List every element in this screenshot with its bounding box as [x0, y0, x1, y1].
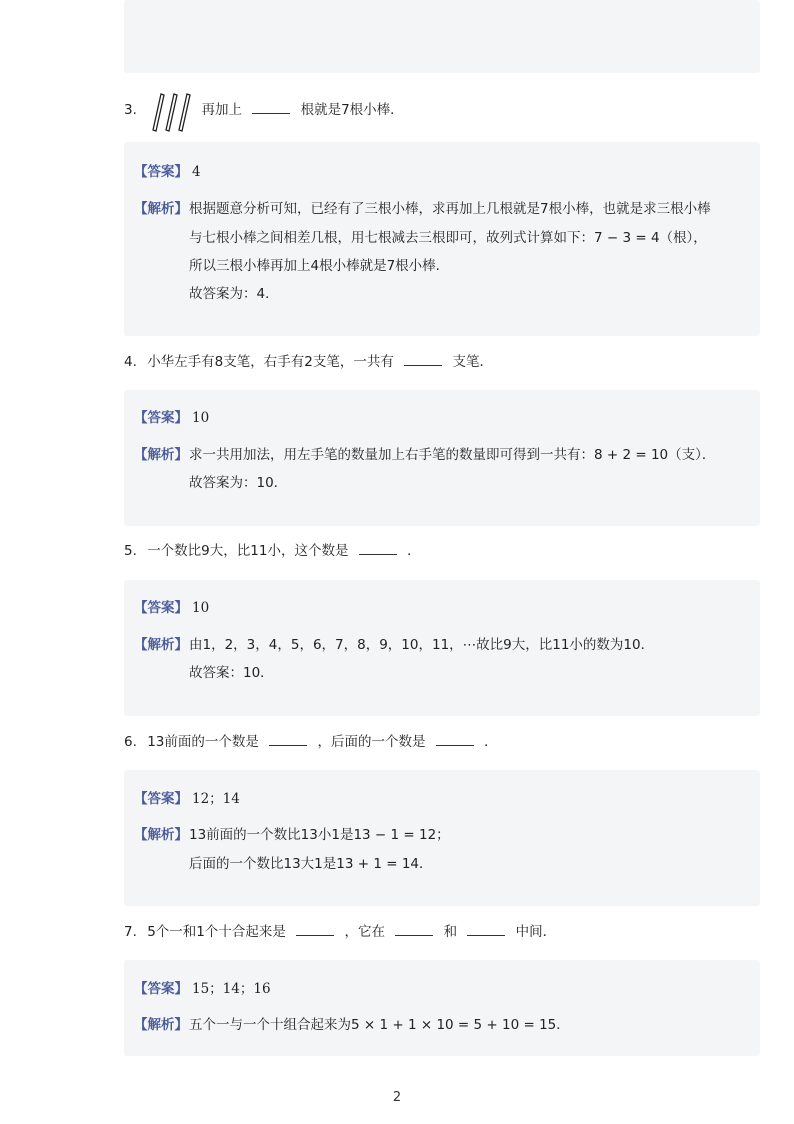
answer-row-5 — [134, 599, 209, 617]
question-number: 5. — [124, 543, 137, 559]
question-3 — [124, 92, 404, 136]
answer-tag: 【答案】 — [134, 791, 188, 807]
answer-tag: 【答案】 — [134, 981, 188, 997]
previous-answer-box-tail — [124, 0, 760, 73]
question-text-before: 一个数比9大，比11小，这个数是 — [147, 543, 349, 559]
answer-row-6 — [134, 790, 240, 808]
answer-value: 10 — [192, 410, 210, 426]
analysis-line: 故答案为：4． — [189, 286, 279, 302]
question-number: 7. — [124, 924, 137, 940]
question-number: 6. — [124, 734, 137, 750]
question-text-mid-1: ，它在 — [344, 924, 385, 940]
sticks-figure — [149, 92, 195, 136]
analysis-line: 故答案为：10． — [189, 475, 288, 491]
question-number: 3. — [124, 102, 137, 118]
answer-box-7 — [124, 960, 760, 1056]
analysis-line: 五个一与一个十组合起来为5 × 1 + 1 × 10 = 5 + 10 = 15． — [189, 1017, 570, 1033]
question-text-after: ． — [407, 543, 421, 559]
question-text-after: 根就是7根小棒． — [300, 102, 404, 118]
answer-row-7 — [134, 980, 271, 998]
answer-blank-1[interactable] — [296, 923, 334, 936]
analysis-line: 由1，2，3，4，5，6，7，8，9，10，11，⋯故比9大，比11小的数为10． — [189, 637, 655, 653]
analysis-tag-row-7 — [134, 1016, 192, 1034]
analysis-line: 后面的一个数比13大1是13 + 1 = 14． — [189, 856, 433, 872]
question-text-after: 中间． — [515, 924, 557, 940]
analysis-line: 所以三根小棒再加上4根小棒就是7根小棒． — [189, 258, 450, 274]
analysis-tag: 【解析】 — [134, 201, 188, 217]
analysis-tag-row-6 — [134, 826, 192, 844]
answer-blank-2[interactable] — [436, 733, 474, 746]
question-text-after: ． — [484, 734, 498, 750]
question-7 — [124, 923, 556, 941]
answer-row-4 — [134, 409, 209, 427]
question-text-before: 再加上 — [201, 102, 242, 118]
analysis-tag: 【解析】 — [134, 447, 188, 463]
answer-row-3 — [134, 163, 201, 181]
answer-value: 12；14 — [192, 791, 240, 807]
analysis-tag-row-4 — [134, 446, 192, 464]
question-text-after: 支笔． — [452, 354, 493, 370]
question-4 — [124, 353, 493, 371]
question-text-mid: ，后面的一个数是 — [317, 734, 426, 750]
question-text-mid-2: 和 — [443, 924, 458, 940]
analysis-line: 与七根小棒之间相差几根，用七根减去三根即可，故列式计算如下：7 − 3 = 4（根）， — [189, 230, 707, 246]
question-number: 4. — [124, 354, 137, 370]
answer-tag: 【答案】 — [134, 410, 188, 426]
analysis-tag-row-3 — [134, 200, 192, 218]
analysis-line: 根据题意分析可知，已经有了三根小棒，求再加上几根就是7根小棒，也就是求三根小棒 — [189, 201, 711, 217]
analysis-line: 求一共用加法，用左手笔的数量加上右手笔的数量即可得到一共有：8 + 2 = 10（支）． — [189, 447, 716, 463]
analysis-line: 故答案：10． — [189, 665, 274, 681]
analysis-line: 13前面的一个数比13小1是13 − 1 = 12； — [189, 827, 450, 843]
question-text-before: 小华左手有8支笔，右手有2支笔，一共有 — [147, 354, 394, 370]
question-text-before: 5个一和1个十合起来是 — [147, 924, 286, 940]
answer-tag: 【答案】 — [134, 164, 188, 180]
question-6 — [124, 733, 498, 751]
answer-blank-1[interactable] — [269, 733, 307, 746]
answer-blank[interactable] — [404, 353, 442, 366]
analysis-tag: 【解析】 — [134, 1017, 188, 1033]
answer-blank[interactable] — [252, 101, 290, 114]
answer-blank-2[interactable] — [395, 923, 433, 936]
answer-blank-3[interactable] — [467, 923, 505, 936]
answer-value: 10 — [192, 600, 210, 616]
analysis-tag: 【解析】 — [134, 827, 188, 843]
answer-tag: 【答案】 — [134, 600, 188, 616]
answer-value: 4 — [192, 164, 201, 180]
question-5 — [124, 542, 421, 560]
analysis-tag: 【解析】 — [134, 637, 188, 653]
analysis-tag-row-5 — [134, 636, 192, 654]
question-text-before: 13前面的一个数是 — [147, 734, 259, 750]
page-number: 2 — [392, 1090, 402, 1105]
answer-value: 15；14；16 — [192, 981, 271, 997]
answer-blank[interactable] — [359, 542, 397, 555]
